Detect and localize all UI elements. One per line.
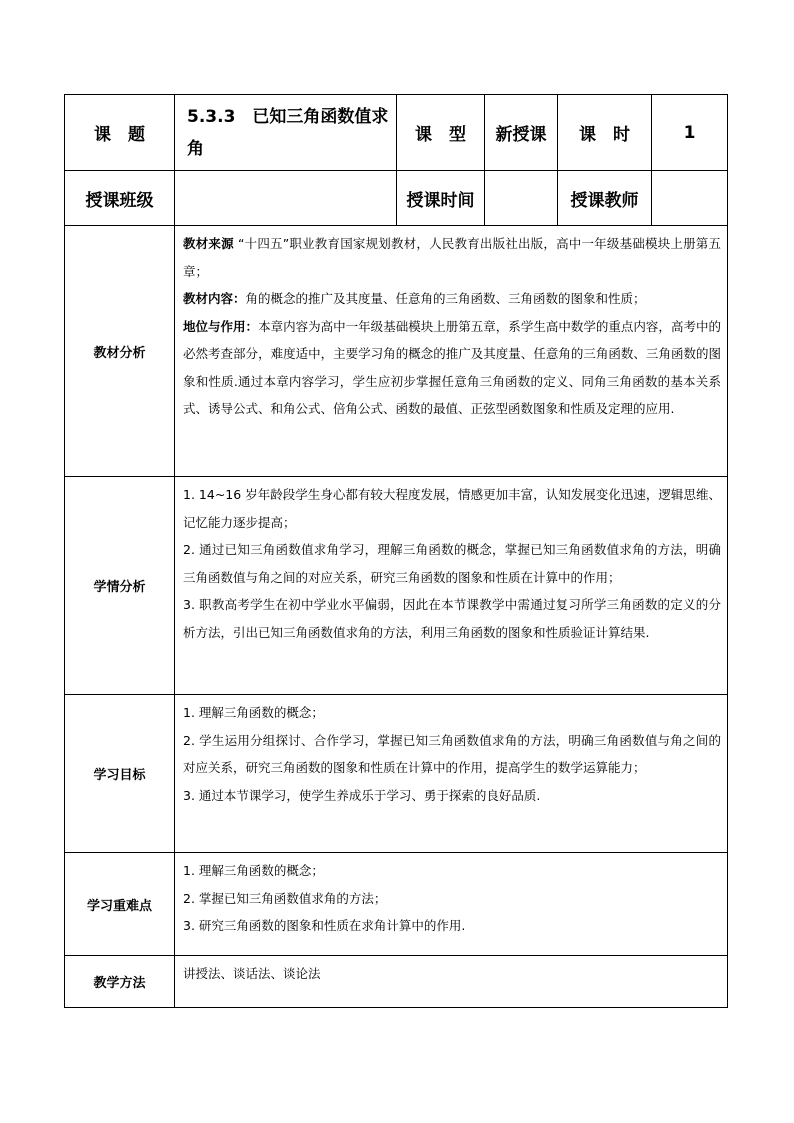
goals-item-3: 3. 通过本节课学习，使学生养成乐于学习、勇于探索的良好品质. xyxy=(183,787,541,803)
hours-label: 课 时 xyxy=(558,95,652,171)
type-value: 新授课 xyxy=(485,95,558,171)
goals-item-2: 2. 学生运用分组探讨、合作学习，掌握已知三角函数值求角的方法，明确三角函数值与角之间的对应关系，研究三角函数的图象和性质在计算中的作用，提高学生的数学运算能力； xyxy=(183,732,721,775)
material-source-text: “十四五”职业教育国家规划教材，人民教育出版社出版，高中一年级基础模块上册第五章； xyxy=(183,236,721,279)
topic-label: 课 题 xyxy=(65,95,175,171)
class-value xyxy=(175,171,397,226)
goals-content xyxy=(175,695,728,853)
material-content-para xyxy=(183,285,721,313)
topic-value: 5.3.3 已知三角函数值求角 xyxy=(175,95,397,171)
class-label: 授课班级 xyxy=(65,171,175,226)
material-content-text: 角的概念的推广及其度量、任意角的三角函数、三角函数的图象和性质； xyxy=(245,291,646,306)
keypoints-item-2: 2. 掌握已知三角函数值求角的方法； xyxy=(183,890,387,906)
time-value xyxy=(485,171,558,226)
class-info-row xyxy=(65,171,728,226)
students-item-1: 1. 14~16 岁年龄段学生身心都有较大程度发展，情感更加丰富，认知发展变化迅速，逻辑思维、记忆能力逐步提高； xyxy=(183,487,721,530)
hours-value: 1 xyxy=(652,95,728,171)
material-role xyxy=(183,313,721,423)
keypoints-content xyxy=(175,853,728,956)
goals-label: 学习目标 xyxy=(65,695,175,853)
keypoints-label: 学习重难点 xyxy=(65,853,175,956)
methods-row xyxy=(65,956,728,1008)
students-item-3: 3. 职教高考学生在初中学业水平偏弱，因此在本节课教学中需通过复习所学三角函数的定义的分析方法，引出已知三角函数值求角的方法，利用三角函数的图象和性质验证计算结果. xyxy=(183,597,721,640)
keypoints-row xyxy=(65,853,728,956)
students-item-2: 2. 通过已知三角函数值求角学习，理解三角函数的概念，掌握已知三角函数值求角的方法，明确三角函数值与角之间的对应关系，研究三角函数的图象和性质在计算中的作用； xyxy=(183,542,721,585)
material-content-label: 教材内容： xyxy=(183,291,246,306)
methods-content: 讲授法、谈话法、谈论法 xyxy=(175,956,728,1008)
time-label: 授课时间 xyxy=(397,171,485,226)
students-row xyxy=(65,477,728,695)
goals-item-1: 1. 理解三角函数的概念； xyxy=(183,705,324,720)
goals-row xyxy=(65,695,728,853)
students-content xyxy=(175,477,728,695)
teacher-value xyxy=(652,171,728,226)
material-content xyxy=(175,226,728,477)
type-label: 课 型 xyxy=(397,95,485,171)
material-source xyxy=(183,230,721,285)
lesson-plan-table xyxy=(64,94,728,1008)
material-source-label: 教材来源 xyxy=(183,236,234,251)
material-row xyxy=(65,226,728,477)
header-row xyxy=(65,95,728,171)
keypoints-item-3: 3. 研究三角函数的图象和性质在求角计算中的作用. xyxy=(183,918,466,933)
keypoints-item-1: 1. 理解三角函数的概念； xyxy=(183,863,324,878)
methods-label: 教学方法 xyxy=(65,956,175,1008)
material-label: 教材分析 xyxy=(65,226,175,477)
material-role-label: 地位与作用： xyxy=(183,318,259,334)
students-label: 学情分析 xyxy=(65,477,175,695)
material-role-text: 本章内容为高中一年级基础模块上册第五章，系学生高中数学的重点内容，高考中的必然考查部分，难度适中，主要学习角的概念的推广及其度量、任意角的三角函数、三角函数的图象和性质.通过本章内容学习，学生应初步掌握任意角三角函数的定义、同角三角函数的基本关系式、诱导公式、和角公式、倍角公式、函数的最值、正弦型函数图象和性质及定理的应用. xyxy=(183,318,721,416)
teacher-label: 授课教师 xyxy=(558,171,652,226)
